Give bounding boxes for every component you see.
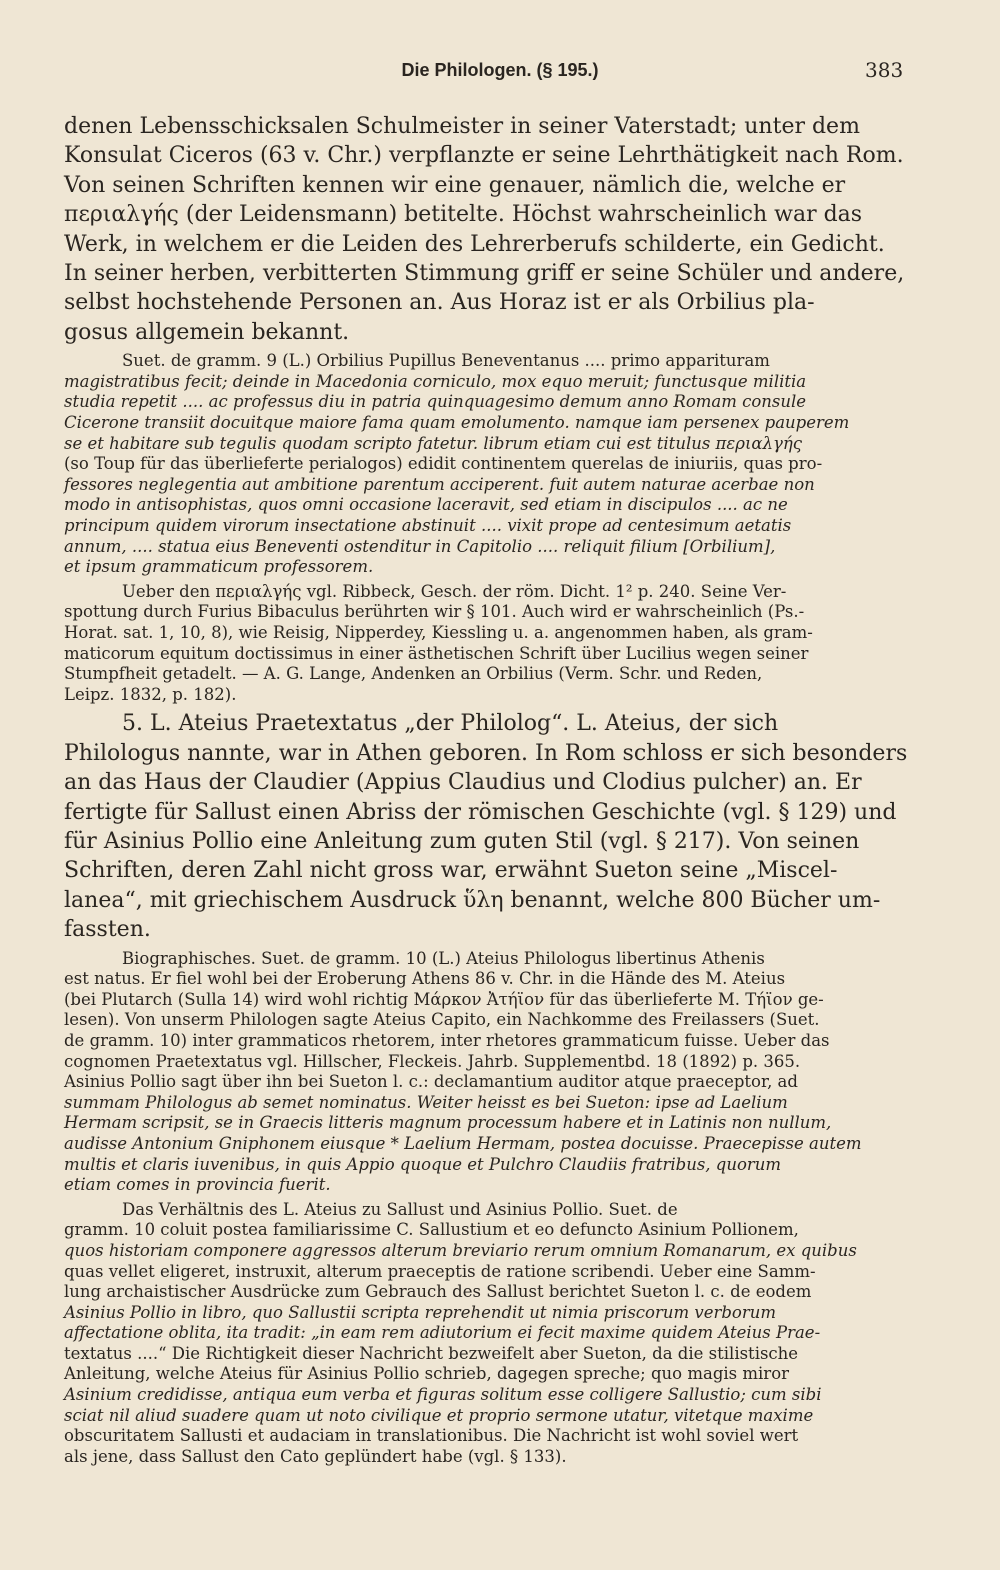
note-line: Biographisches. Suet. de gramm. 10 (L.) Ateius Philologus libertinus Athenis <box>122 948 765 968</box>
note-line: cognomen Praetextatus vgl. Hillscher, Fleckeis. Jahrb. Supplementbd. 18 (1892) p. 365. <box>64 1051 801 1071</box>
note-line: quos historiam componere aggressos alterum breviario rerum omnium Romanarum, ex quibus <box>64 1240 857 1260</box>
section-heading-line: 5. L. Ateius Praetextatus „der Philolog“. L. Ateius, der sich <box>122 711 779 737</box>
note-line: modo in antisophistas, quos omni occasione laceravit, sed etiam in discipulos .... ac ne <box>64 495 788 515</box>
note-line: summam Philologus ab semet nominatus. Weiter heisst es bei Sueton: ipse ad Laelium <box>64 1092 788 1112</box>
text-line: περιαλγής (der Leidensmann) betitelte. Höchst wahrscheinlich war das <box>64 202 863 228</box>
note-line: principum quidem virorum insectatione abstinuit .... vixit prope ad centesimum aetatis <box>64 516 792 535</box>
note-line: etiam comes in provincia fuerit. <box>64 1175 331 1195</box>
note-line: audisse Antonium Gniphonem eiusque * Laelium Hermam, postea docuisse. Praecepisse autem <box>64 1133 862 1153</box>
note-line: lung archaistischer Ausdrücke zum Gebrauch des Sallust berichtet Sueton l. c. de eodem <box>64 1282 812 1302</box>
note-line: Das Verhältnis des L. Ateius zu Sallust und Asinius Pollio. Suet. de <box>122 1199 678 1219</box>
text-line: Werk, in welchem er die Leiden des Lehrerberufs schilderte, ein Gedicht. <box>64 231 885 257</box>
note-line: fessores neglegentia aut ambitione parentum acciperent. fuit autem naturae acerbae non <box>64 474 815 494</box>
note-line: annum, .... statua eius Beneventi ostenditur in Capitolio .... reliquit filium [Orbilium], <box>64 536 776 556</box>
note-line: Anleitung, welche Ateius für Asinius Pollio schrieb, dagegen spreche; quo magis miror <box>64 1364 790 1384</box>
note-line: se et habitare sub tegulis quodam scripto fatetur. librum etiam cui est titulus περιαλγής <box>64 433 803 453</box>
text-line: fassten. <box>64 917 151 943</box>
note-line: maticorum equitum doctissimus in einer ästhetischen Schrift über Lucilius wegen seiner <box>64 643 809 663</box>
note-line: lesen). Von unserm Philologen sagte Ateius Capito, ein Nachkomme des Freilassers (Suet. <box>64 1010 820 1030</box>
note-line: magistratibus fecit; deinde in Macedonia corniculo, mox equo meruit; functusque militia <box>64 371 807 391</box>
note-line: Leipz. 1832, p. 182). <box>64 684 237 704</box>
text-line: fertigte für Sallust einen Abriss der römischen Geschichte (vgl. § 129) und <box>64 799 897 825</box>
section-5-ateius <box>64 709 918 944</box>
note-line: quas vellet eligeret, instruxit, alterum praeceptis de ratione scribendi. Ueber eine Samm- <box>64 1261 816 1281</box>
footnote-biographisches <box>64 949 918 1196</box>
note-line: obscuritatem Sallusti et audaciam in translationibus. Die Nachricht ist wohl soviel wert <box>64 1426 799 1446</box>
note-line: textatus ....“ Die Richtigkeit dieser Nachricht bezweifelt aber Sueton, da die stilistische <box>64 1343 799 1363</box>
note-line: gramm. 10 coluit postea familiarissime C. Sallustium et eo defuncto Asinium Pollionem, <box>64 1220 799 1240</box>
footnote-suetonius-orbilius <box>64 351 918 578</box>
note-line: est natus. Er fiel wohl bei der Eroberung Athens 86 v. Chr. in die Hände des M. Ateius <box>64 969 786 989</box>
note-line: (bei Plutarch (Sulla 14) wird wohl richtig Μάρκον Ἀτήϊον für das überlieferte M. Τήϊον ge- <box>64 989 824 1009</box>
text-line: denen Lebensschicksalen Schulmeister in seiner Vaterstadt; unter dem <box>64 114 860 139</box>
note-line: Asinius Pollio in libro, quo Sallustii scripta reprehendit ut nimia priscorum verborum <box>64 1302 777 1322</box>
text-line: In seiner herben, verbitterten Stimmung griff er seine Schüler und andere, <box>64 261 905 287</box>
footnote-ribbeck <box>64 582 918 706</box>
note-line: Suet. de gramm. 9 (L.) Orbilius Pupillus Beneventanus .... primo apparituram <box>122 351 770 371</box>
note-line: affectatione oblita, ita tradit: „in eam rem adiutorium ei fecit maxime quidem Ateius Prae- <box>64 1323 821 1343</box>
note-line: Asinium credidisse, antiqua eum verba et figuras solitum esse colligere Sallustio; cum sibi <box>64 1385 822 1405</box>
note-line: sciat nil aliud suadere quam ut noto civilique et proprio sermone utatur, vitetque maxime <box>64 1405 814 1425</box>
text-line: selbst hochstehende Personen an. Aus Horaz ist er als Orbilius pla- <box>64 290 815 316</box>
running-title: Die Philologen. (§ 195.) <box>401 60 599 80</box>
text-line: Von seinen Schriften kennen wir eine genauer, nämlich die, welche er <box>64 172 846 198</box>
note-line: Horat. sat. 1, 10, 8), wie Reisig, Nipperdey, Kiessling u. a. angenommen haben, als gram- <box>64 622 813 642</box>
note-line: de gramm. 10) inter grammaticos rhetorem, inter rhetores grammaticum fuisse. Ueber das <box>64 1030 830 1050</box>
intro-paragraph <box>64 112 918 347</box>
note-line: multis et claris iuvenibus, in quis Appio quoque et Pulchro Claudiis fratribus, quorum <box>64 1154 782 1174</box>
note-line: studia repetit .... ac professus diu in patria quinquagesimo demum anno Romam consule <box>64 392 807 412</box>
note-line: (so Toup für das überlieferte perialogos) edidit continentem querelas de iniuriis, quas pro- <box>64 454 823 474</box>
note-line: Stumpfheit getadelt. — A. G. Lange, Andenken an Orbilius (Verm. Schr. und Reden, <box>64 664 763 684</box>
text-line: für Asinius Pollio eine Anleitung zum guten Stil (vgl. § 217). Von seinen <box>64 828 860 854</box>
page-header <box>0 58 1000 86</box>
note-line: spottung durch Furius Bibaculus berührten wir § 101. Auch wird er wahrscheinlich (Ps.- <box>64 602 805 622</box>
text-line: gosus allgemein bekannt. <box>64 319 350 345</box>
note-line: Ueber den περιαλγής vgl. Ribbeck, Gesch. der röm. Dicht. 1² p. 240. Seine Ver- <box>122 581 787 601</box>
text-line: Philologus nannte, war in Athen geboren. In Rom schloss er sich besonders <box>64 740 908 766</box>
note-line: et ipsum grammaticum professorem. <box>64 557 374 577</box>
page-content <box>64 112 918 1467</box>
footnote-sallust-pollio <box>64 1200 918 1468</box>
note-line: Asinius Pollio sagt über ihn bei Sueton l. c.: declamantium auditor atque praeceptor, ad <box>64 1072 798 1092</box>
text-line: Schriften, deren Zahl nicht gross war, erwähnt Sueton seine „Miscel- <box>64 858 838 884</box>
note-line: als jene, dass Sallust den Cato geplündert habe (vgl. § 133). <box>64 1446 567 1466</box>
note-line: Cicerone transiit docuitque maiore fama quam emolumento. namque iam persenex pauperem <box>64 413 850 433</box>
page-number: 383 <box>865 58 904 82</box>
text-line: Konsulat Ciceros (63 v. Chr.) verpflanzte er seine Lehrthätigkeit nach Rom. <box>64 143 904 169</box>
text-line: an das Haus der Claudier (Appius Claudius und Clodius pulcher) an. Er <box>64 770 862 796</box>
text-line: lanea“, mit griechischem Ausdruck ὕλη benannt, welche 800 Bücher um- <box>64 887 881 913</box>
note-line: Hermam scripsit, se in Graecis litteris magnum processum habere et in Latinis non nullum, <box>64 1113 832 1133</box>
